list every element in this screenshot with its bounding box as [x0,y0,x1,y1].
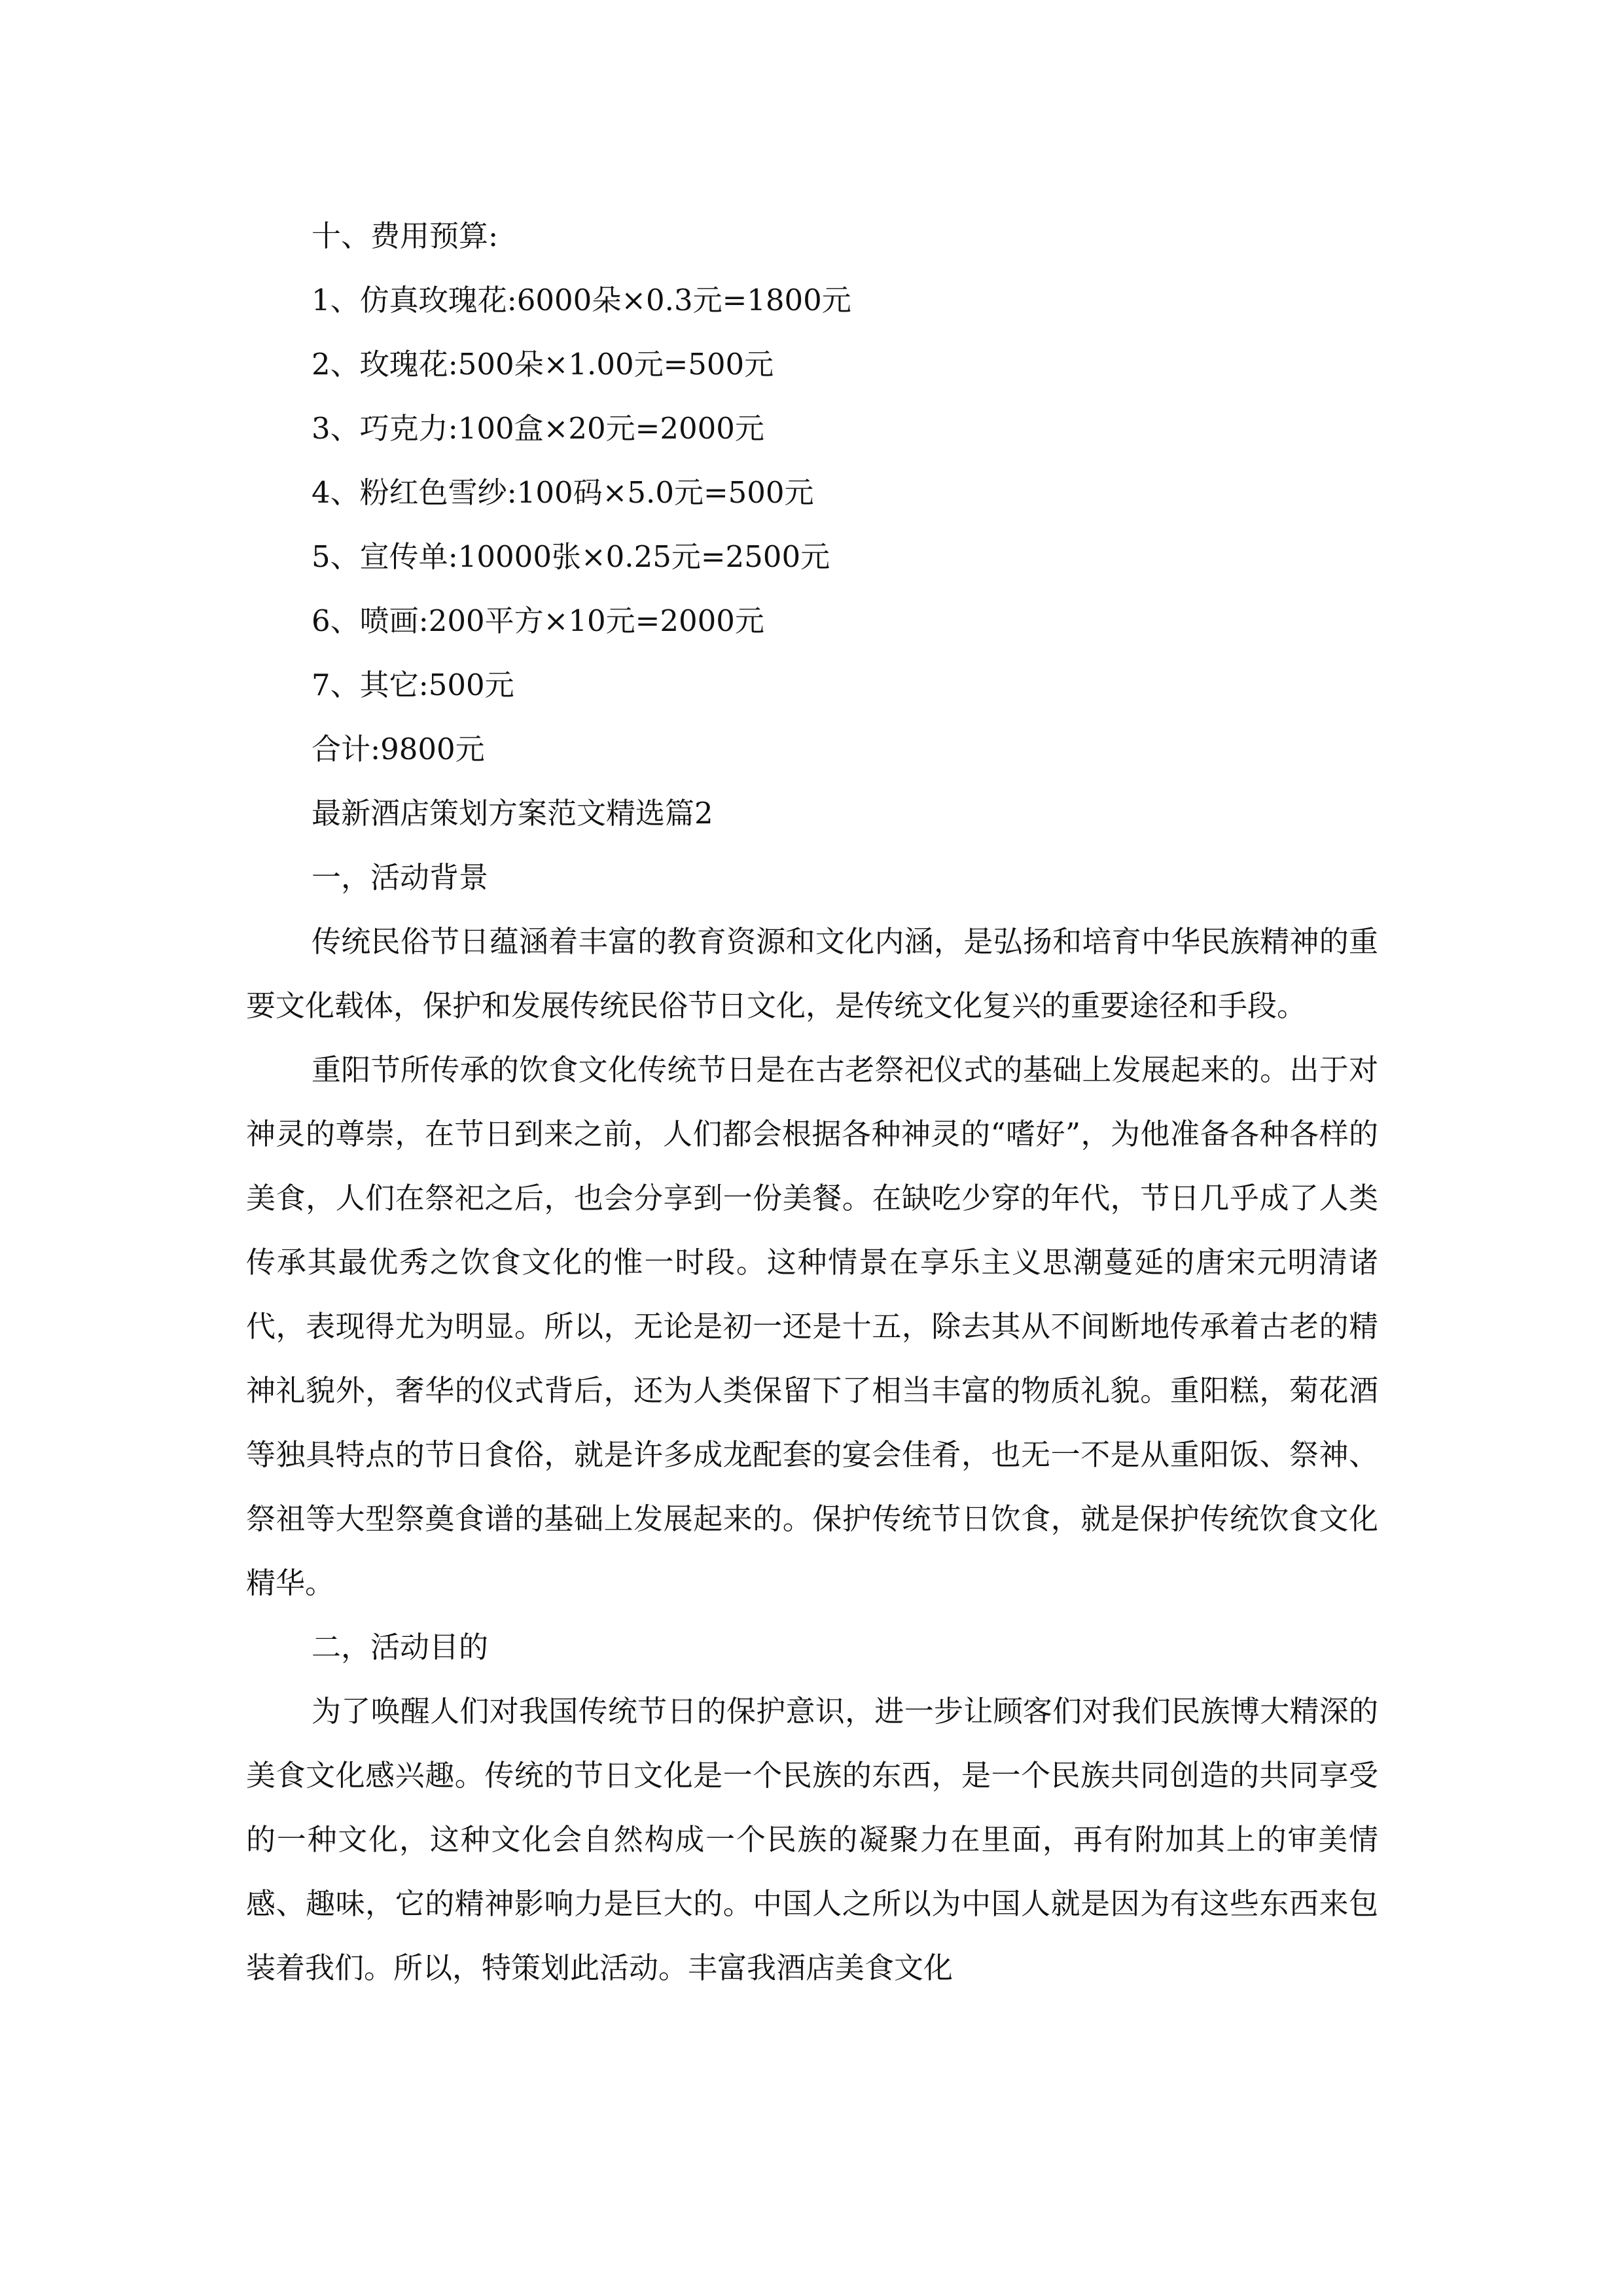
paragraph: 传统民俗节日蕴涵着丰富的教育资源和文化内涵，是弘扬和培育中华民族精神的重要文化载体，保护和发展传统民俗节日文化，是传统文化复兴的重要途径和手段。 [246,924,1378,1023]
budget-item: 6、喷画:200平方×10元=2000元 [312,603,764,638]
budget-item: 5、宣传单:10000张×0.25元=2500元 [312,539,830,574]
budget-item: 7、其它:500元 [312,668,514,702]
budget-item: 2、玫瑰花:500朵×1.00元=500元 [312,347,774,382]
budget-item: 3、巧克力:100盒×20元=2000元 [312,411,764,446]
section-heading-background: 一，活动背景 [312,860,489,895]
article-title: 最新酒店策划方案范文精选篇2 [312,796,713,831]
document-body [246,204,1378,2000]
paragraph: 重阳节所传承的饮食文化传统节日是在古老祭祀仪式的基础上发展起来的。出于对神灵的尊崇，在节日到来之前，人们都会根据各种神灵的“嗜好”，为他准备各种各样的美食，人们在祭祀之后，也会分享到一份美餐。在缺吃少穿的年代，节日几乎成了人类传承其最优秀之饮食文化的惟一时段。这种情景在享乐主义思潮蔓延的唐宋元明清诸代，表现得尤为明显。所以，无论是初一还是十五，除去其从不间断地传承着古老的精神礼貌外，奢华的仪式背后，还为人类保留下了相当丰富的物质礼貌。重阳糕，菊花酒等独具特点的节日食俗，就是许多成龙配套的宴会佳肴，也无一不是从重阳饭、祭神、祭祖等大型祭奠食谱的基础上发展起来的。保护传统节日饮食，就是保护传统饮食文化精华。 [246,1052,1378,1600]
budget-item: 1、仿真玫瑰花:6000朵×0.3元=1800元 [312,283,851,317]
paragraph: 为了唤醒人们对我国传统节日的保护意识，进一步让顾客们对我们民族博大精深的美食文化感兴趣。传统的节日文化是一个民族的东西，是一个民族共同创造的共同享受的一种文化，这种文化会自然构成一个民族的凝聚力在里面，再有附加其上的审美情感、趣味，它的精神影响力是巨大的。中国人之所以为中国人就是因为有这些东西来包装着我们。所以，特策划此活动。丰富我酒店美食文化 [246,1694,1378,1985]
budget-total: 合计:9800元 [312,732,485,766]
section-heading-purpose: 二，活动目的 [312,1630,489,1664]
budget-item: 4、粉红色雪纱:100码×5.0元=500元 [312,475,814,510]
budget-heading: 十、费用预算: [312,219,499,253]
